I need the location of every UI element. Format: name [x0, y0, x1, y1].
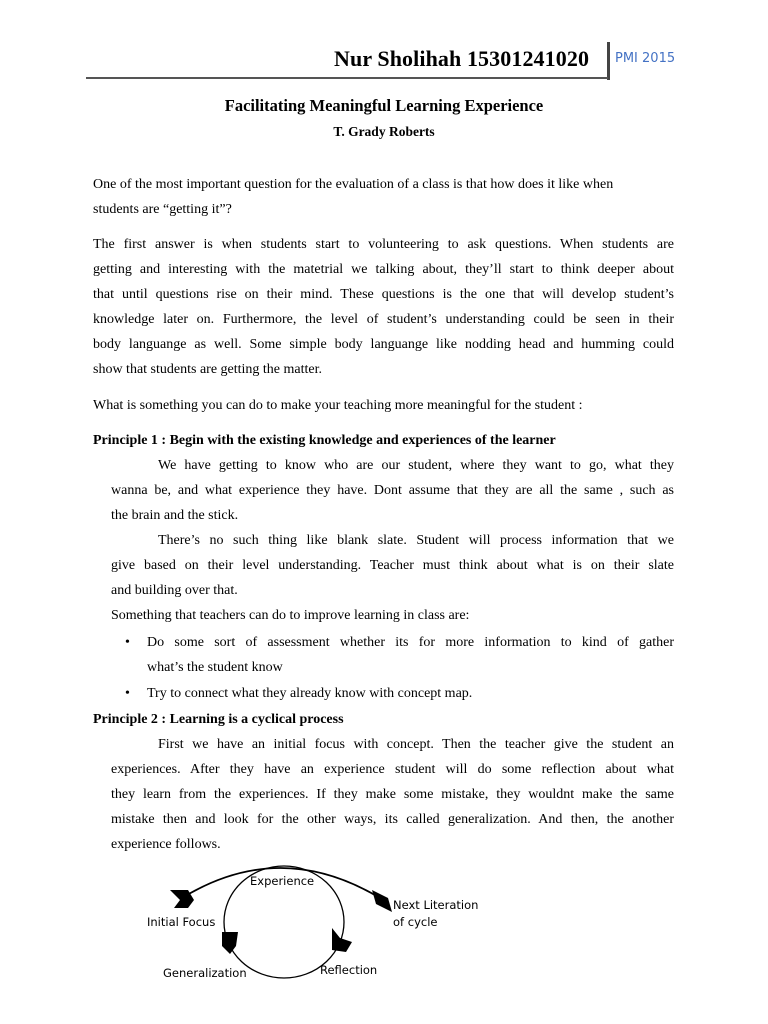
- header-divider-vertical: [607, 42, 610, 80]
- paragraph-line: wanna be, and what experience they have. Dont assume that they are all the same , such as: [111, 483, 674, 498]
- learning-cycle-diagram: [140, 860, 500, 1000]
- paragraph-line: the brain and the stick.: [111, 508, 239, 523]
- list-intro: Something that teachers can do to improve learning in class are:: [111, 608, 470, 623]
- paragraph-line: getting and interesting with the matetrial we talking about, they’ll start to think deeper about: [93, 262, 674, 277]
- generalization-arrow-icon: [222, 932, 238, 954]
- bullet-icon: •: [125, 635, 130, 650]
- document-author: T. Grady Roberts: [333, 124, 435, 139]
- paragraph-line: body languange as well. Some simple body languange like nodding head and humming could: [93, 337, 674, 352]
- reflection-arrow-icon: [332, 928, 352, 952]
- intro-line: students are “getting it”?: [93, 202, 232, 217]
- list-item: Try to connect what they already know with concept map.: [147, 686, 473, 701]
- reflection-label: Reflection: [320, 963, 378, 977]
- next-iteration-arrow-icon: [372, 890, 392, 912]
- principle-1-heading: Principle 1 : Begin with the existing knowledge and experiences of the learner: [93, 433, 556, 448]
- paragraph-line: knowledge later on. Furthermore, the level of student’s understanding could be seen in their: [93, 312, 674, 327]
- list-item: what’s the student know: [147, 660, 283, 675]
- paragraph-line: they learn from the experiences. If they make some mistake, they wouldnt make the same: [111, 787, 674, 802]
- document-title: Facilitating Meaningful Learning Experience: [224, 96, 544, 115]
- list-item: Do some sort of assessment whether its for more information to kind of gather: [147, 635, 674, 650]
- lead-sentence: What is something you can do to make your teaching more meaningful for the student :: [93, 398, 583, 413]
- paragraph-line: experiences. After they have an experience student will do some reflection about what: [111, 762, 674, 777]
- paragraph-line: show that students are getting the matter.: [93, 362, 323, 377]
- header-course-tag: PMI 2015: [615, 51, 676, 66]
- paragraph-line: experience follows.: [111, 837, 221, 852]
- paragraph-line: that until questions rise on their mind. These questions is the one that will develop student’s: [93, 287, 674, 302]
- next-iteration-label: Next Literation: [393, 898, 479, 912]
- paragraph-line: give based on their level understanding. Teacher must think about what is on their slate: [111, 558, 674, 573]
- initial-focus-label: Initial Focus: [147, 915, 216, 929]
- paragraph-line: mistake then and look for the other ways, its called generalization. And then, the another: [111, 812, 674, 827]
- paragraph-line: and building over that.: [111, 583, 238, 598]
- next-iteration-label-line2: of cycle: [393, 915, 438, 929]
- intro-line: One of the most important question for the evaluation of a class is that how does it like when: [93, 177, 614, 192]
- paragraph-line: We have getting to know who are our student, where they want to go, what they: [158, 458, 674, 473]
- header-author-id: Nur Sholihah 15301241020: [334, 46, 590, 71]
- paragraph-line: The first answer is when students start to volunteering to ask questions. When students are: [93, 237, 674, 252]
- principle-2-heading: Principle 2 : Learning is a cyclical process: [93, 712, 344, 727]
- bullet-icon: •: [125, 686, 130, 701]
- paragraph-line: There’s no such thing like blank slate. Student will process information that we: [158, 533, 674, 548]
- header-divider-horizontal: [86, 77, 608, 79]
- paragraph-line: First we have an initial focus with concept. Then the teacher give the student an: [158, 737, 674, 752]
- experience-label: Experience: [250, 874, 315, 888]
- generalization-label: Generalization: [163, 966, 247, 980]
